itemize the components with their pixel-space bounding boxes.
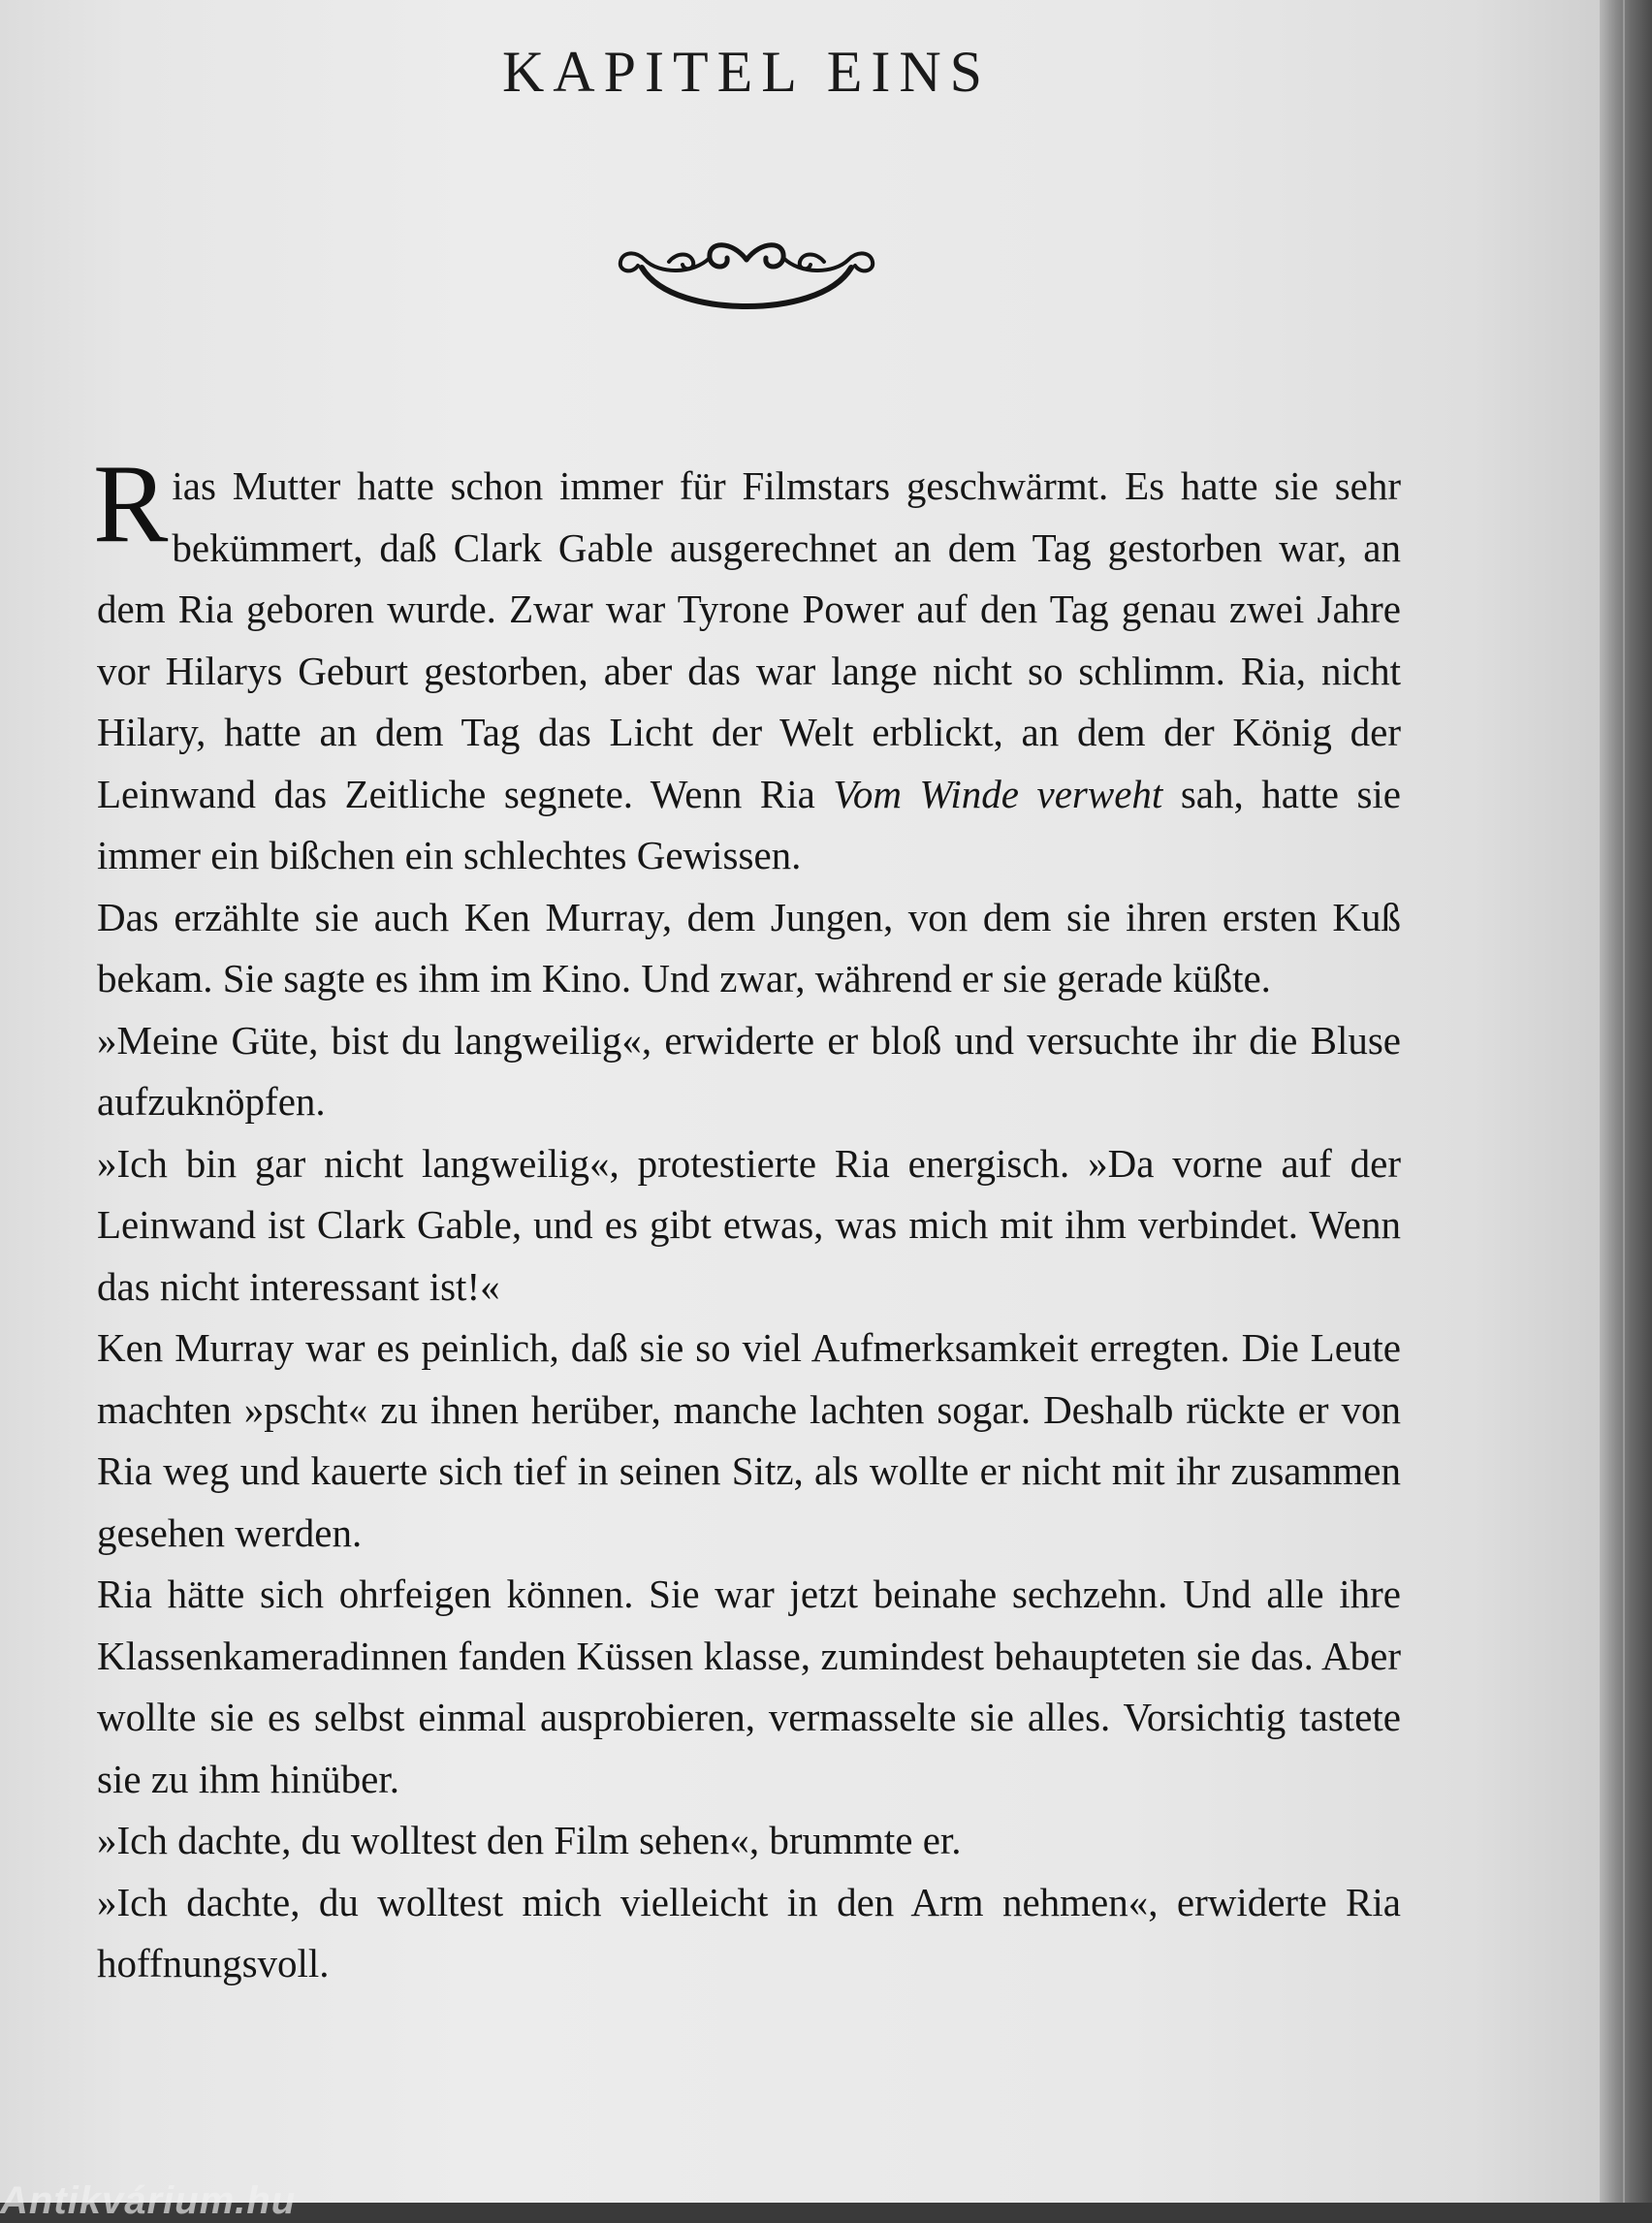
drop-cap: R	[93, 442, 169, 566]
chapter-body-text	[93, 442, 1401, 1995]
paragraph-text: ias Mutter hatte schon immer für Filmstars geschwärmt. Es hatte sie sehr bekümmert, daß Clark Gable ausgerechnet an dem Tag gestorben war, an dem Ria geboren wurde. Zwar war Tyrone Power auf den Tag genau zwei Jahre vor Hilarys Geburt gestorben, aber das war lange nicht so schlimm. Ria, nicht Hilary, hatte an dem Tag das Licht der Welt erblickt, an dem der König der Leinwand das Zeitliche segnete. Wenn Ria	[97, 463, 1401, 816]
page-edge-line	[1609, 0, 1611, 2203]
flourish-ornament-icon	[601, 221, 892, 318]
paragraph: Das erzählte sie auch Ken Murray, dem Jungen, von dem sie ihren ersten Kuß bekam. Sie sagte es ihm im Kino. Und zwar, während er sie gerade küßte.	[97, 894, 1401, 1000]
paragraph: »Ich dachte, du wolltest mich vielleicht in den Arm nehmen«, erwiderte Ria hoffnungsvoll.	[97, 1879, 1401, 1985]
paragraph: »Ich dachte, du wolltest den Film sehen«, brummte er.	[97, 1818, 962, 1862]
paragraph: Ria hätte sich ohrfeigen können. Sie war jetzt beinahe sechzehn. Und alle ihre Klassenkameradinnen fanden Küssen klasse, zumindest behaupteten sie das. Aber wollte sie es selbst einmal ausprobieren, vermasselte sie alles. Vorsichtig tastete sie zu ihm hinüber.	[97, 1572, 1401, 1801]
paragraph	[93, 442, 1401, 887]
page-edge-shadow	[1600, 0, 1652, 2203]
paragraph: »Meine Güte, bist du langweilig«, erwiderte er bloß und versuchte ihr die Bluse aufzuknöpfen.	[97, 1017, 1401, 1124]
paragraph-text: sah, hatte sie immer ein bißchen ein schlechtes Gewissen.	[97, 771, 1401, 877]
watermark: Antikvárium.hu	[0, 2179, 297, 2222]
paragraph: »Ich bin gar nicht langweilig«, protestierte Ria energisch. »Da vorne auf der Leinwand ist Clark Gable, und es gibt etwas, was mich mit ihm verbindet. Wenn das nicht interessant ist!«	[97, 1140, 1401, 1309]
paragraph: Ken Murray war es peinlich, daß sie so viel Aufmerksamkeit erregten. Die Leute machten »pscht« zu ihnen herüber, manche lachten sogar. Deshalb rückte er von Ria weg und kauerte sich tief in seinen Sitz, als wollte er nicht mit ihr zusammen gesehen werden.	[97, 1325, 1401, 1555]
page-edge-line	[1623, 0, 1625, 2203]
book-title-italic: Vom Winde verweht	[833, 771, 1163, 816]
chapter-title: KAPITEL EINS	[501, 40, 992, 104]
